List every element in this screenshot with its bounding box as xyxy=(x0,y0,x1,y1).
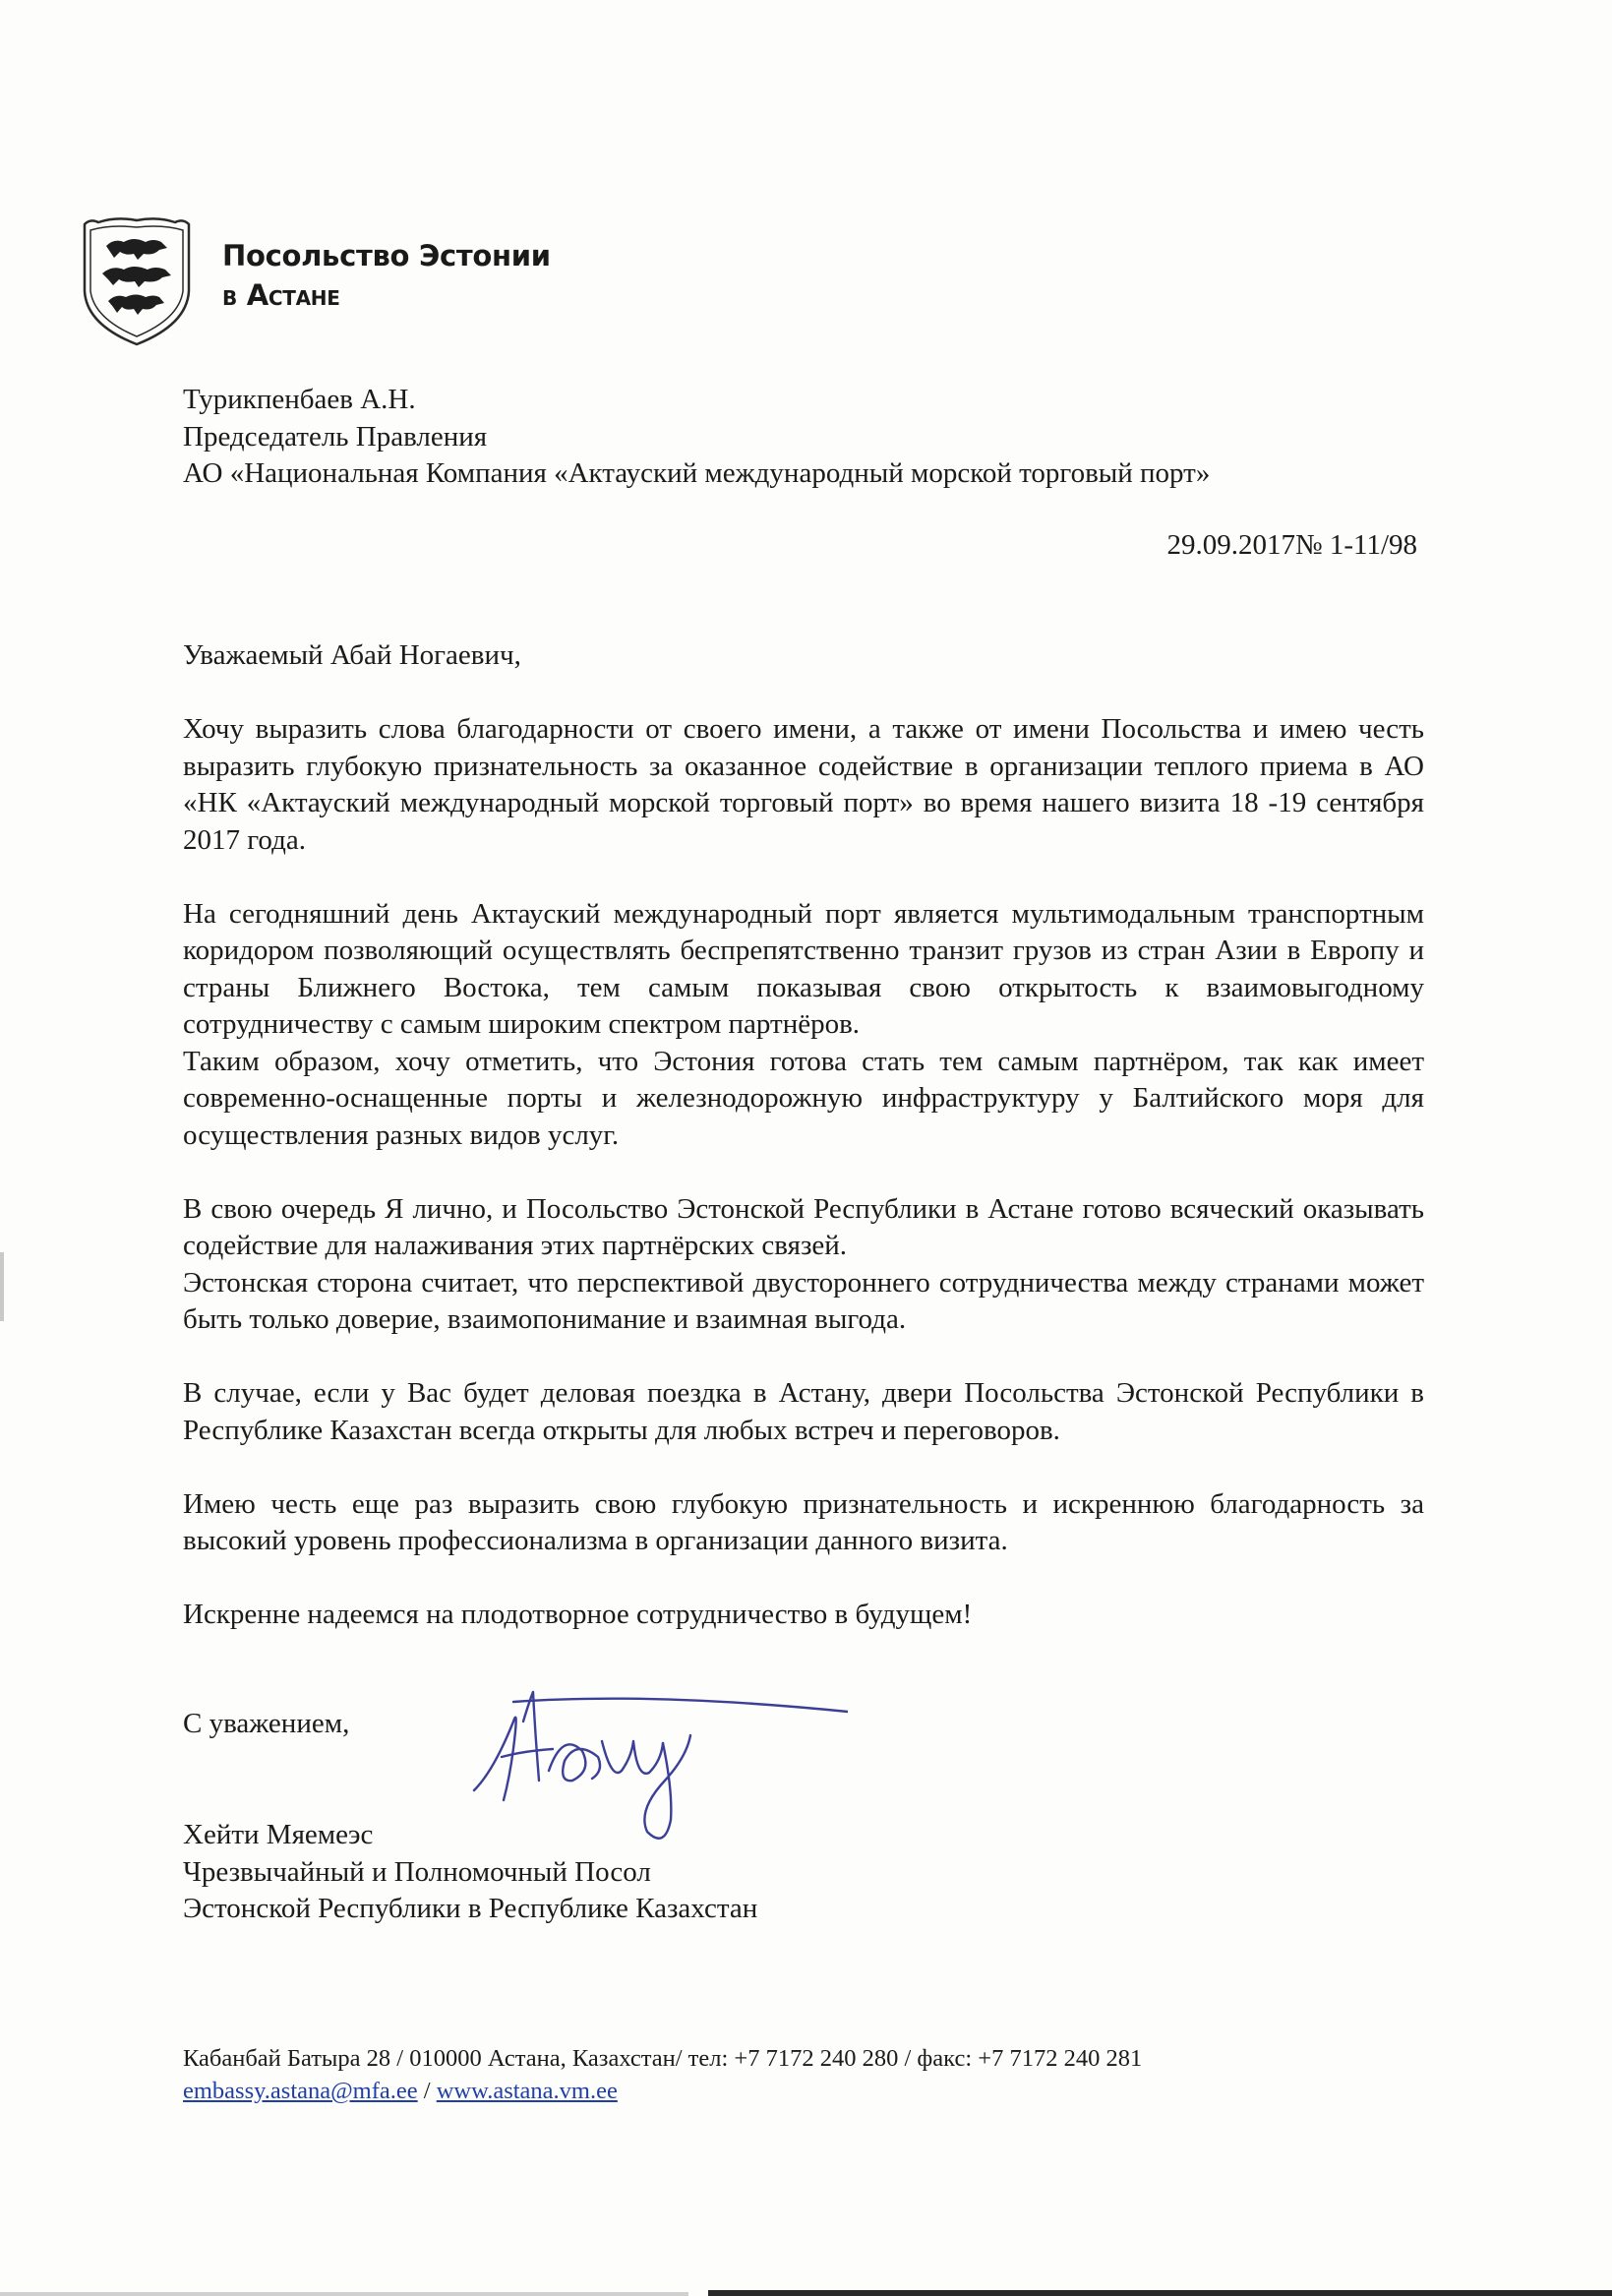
body-paragraph-4: В случае, если у Вас будет деловая поездка в Астану, двери Посольства Эстонской Республики в Республике Казахстан всегда открыты для любых встреч и переговоров. xyxy=(183,1377,1424,1446)
recipient-name: Турикпенбаев А.Н. xyxy=(183,384,416,415)
body-paragraph-6: Искренне надеемся на плодотворное сотрудничество в будущем! xyxy=(183,1599,973,1630)
signatory-title-line2: Эстонской Республики в Республике Казахстан xyxy=(183,1893,758,1924)
signatory-title-line1: Чрезвычайный и Полномочный Посол xyxy=(183,1855,651,1888)
body-paragraph-5: Имею честь еще раз выразить свою глубокую признательность и искреннюю благодарность за высокий уровень профессионализма в организации данного визита. xyxy=(183,1487,1424,1556)
body-paragraph-2a: На сегодняшний день Актауский международный порт является мультимодальным транспортным коридором позволяющий осуществлять беспрепятственно транзит грузов из стран Азии в Европу и страны Ближнего Востока, тем самым показывая свою открытость к взаимовыгодному сотрудничеству с самым широким спектром партнёров. xyxy=(183,897,1424,1040)
link-separator: / xyxy=(417,2078,437,2104)
email-link[interactable]: embassy.astana@mfa.ee xyxy=(183,2078,418,2104)
estonia-coat-of-arms-icon xyxy=(77,214,197,348)
date-reference: 29.09.2017№ 1-11/98 xyxy=(1166,529,1417,561)
salutation: Уважаемый Абай Ногаевич, xyxy=(183,639,521,671)
signatory-name: Хейти Мяемеэс xyxy=(183,1819,374,1850)
body-paragraph-2b: Таким образом, хочу отметить, что Эстония готова стать тем самым партнёром, так как имеет современно-оснащенные порты и железнодорожную инфраструктуру у Балтийского моря для осуществления разных видов услуг. xyxy=(183,1045,1424,1151)
scan-artifact xyxy=(0,1252,4,1321)
scan-edge-left xyxy=(0,2292,688,2296)
footer-links xyxy=(183,2075,1142,2107)
recipient-block xyxy=(183,382,1210,493)
embassy-name xyxy=(222,236,551,315)
embassy-name-line2: в Астане xyxy=(222,278,340,312)
website-link[interactable]: www.astana.vm.ee xyxy=(436,2078,618,2104)
closing: С уважением, xyxy=(183,1708,350,1739)
recipient-company: АО «Национальная Компания «Актауский международный морской торговый порт» xyxy=(183,457,1211,489)
body-paragraph-3a: В свою очередь Я лично, и Посольство Эстонской Республики в Астане готово всяческий оказывать содействие для налаживания этих партнёрских связей. xyxy=(183,1192,1424,1261)
recipient-position: Председатель Правления xyxy=(183,420,488,453)
body-paragraph-3b: Эстонская сторона считает, что перспективой двустороннего сотрудничества между странами может быть только доверие, взаимопонимание и взаимная выгода. xyxy=(183,1266,1424,1335)
embassy-name-line1: Посольство Эстонии xyxy=(222,239,551,272)
signatory-block xyxy=(183,1817,757,1928)
footer-address: Кабанбай Батыра 28 / 010000 Астана, Казахстан/ тел: +7 7172 240 280 / факс: +7 7172 240 281 xyxy=(183,2045,1143,2072)
body-paragraph-1: Хочу выразить слова благодарности от своего имени, а также от имени Посольства и имею честь выразить глубокую признательность за оказанное содействие в организации теплого приема в АО «НК «Актауский международный морской торговый порт» во время нашего визита 18 -19 сентября 2017 года. xyxy=(183,713,1424,856)
scan-edge-right xyxy=(708,2290,1612,2296)
footer xyxy=(183,2042,1142,2107)
letter-body xyxy=(183,711,1424,1634)
